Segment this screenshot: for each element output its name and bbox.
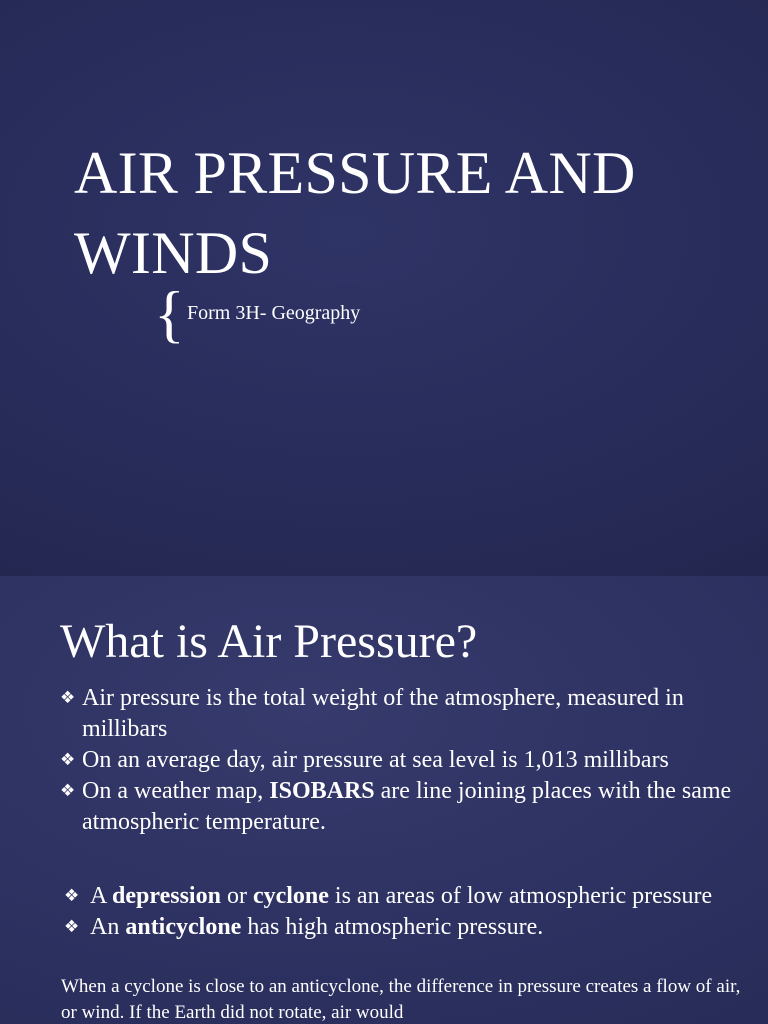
bullet-text-pre: On a weather map, (82, 778, 270, 804)
bullet-text-post: are line joining places with the same atmospheric temperature. (82, 778, 732, 835)
bullet-text-post: has high atmospheric pressure. (241, 914, 544, 940)
bullet-list (60, 683, 760, 838)
bullet-text-post: is an areas of low atmospheric pressure (328, 883, 713, 909)
slide-subtitle: Form 3H- Geography (187, 302, 361, 324)
diamond-bullet-icon: ❖ (60, 781, 76, 801)
bullet-text: Air pressure is the total weight of the atmosphere, measured in millibars (82, 685, 684, 742)
diamond-bullet-icon: ❖ (60, 750, 76, 770)
bullet-text-mid: or (220, 883, 253, 909)
bullet-text-bold: cyclone (252, 883, 329, 909)
content-slide (0, 576, 768, 1024)
diamond-bullet-icon: ❖ (64, 917, 80, 937)
slide-heading: What is Air Pressure? (60, 615, 478, 668)
bullet-text-pre: An (90, 914, 126, 940)
diamond-bullet-icon: ❖ (64, 886, 80, 906)
bullet-item (60, 683, 760, 745)
bullet-item (60, 776, 760, 838)
diamond-bullet-icon: ❖ (60, 688, 76, 708)
bullet-text: On an average day, air pressure at sea level is 1,013 millibars (82, 747, 669, 773)
body-paragraph: When a cyclone is close to an anticyclone, the difference in pressure creates a flow of air, or wind. If the Earth did not rotate, air would (61, 976, 741, 1023)
bullet-item (64, 881, 754, 912)
bullet-item (60, 745, 760, 776)
bullet-text-bold: anticyclone (125, 914, 242, 940)
bullet-text-bold: depression (112, 883, 221, 909)
bullet-list-secondary (64, 881, 754, 943)
brace-decoration: { (154, 278, 185, 349)
bullet-item (64, 912, 754, 943)
bullet-text-pre: A (90, 883, 113, 909)
bullet-text-bold: ISOBARS (269, 778, 375, 804)
slide-title: AIR PRESSURE AND WINDS (74, 140, 636, 286)
